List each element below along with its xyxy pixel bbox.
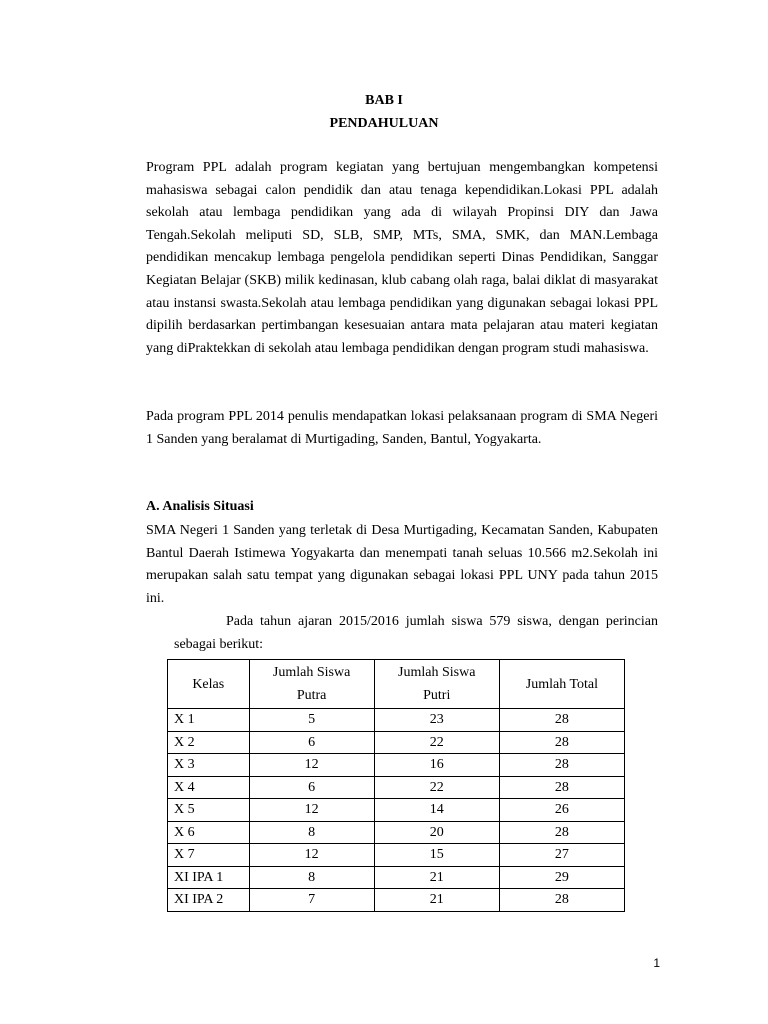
cell-putri: 14 bbox=[374, 799, 499, 822]
cell-kelas: XI IPA 2 bbox=[168, 889, 250, 912]
cell-putra: 12 bbox=[249, 799, 374, 822]
section-paragraph-2: Pada tahun ajaran 2015/2016 jumlah siswa 579 siswa, dengan perincian sebagai berikut: bbox=[174, 614, 658, 652]
section-paragraph-1: SMA Negeri 1 Sanden yang terletak di Desa Murtigading, Kecamatan Sanden, Kabupaten Bantul Daerah Istimewa Yogyakarta dan menempati tanah seluas 10.566 m2.Sekolah ini merupakan salah satu tempat yang digunakan sebagai lokasi PPL UNY pada tahun 2015 ini. bbox=[146, 523, 658, 606]
cell-total: 28 bbox=[499, 776, 624, 799]
cell-putri: 15 bbox=[374, 844, 499, 867]
intro-paragraph-2: Pada program PPL 2014 penulis mendapatkan lokasi pelaksanaan program di SMA Negeri 1 Sanden yang beralamat di Murtigading, Sanden, Bantul, Yogyakarta. bbox=[146, 409, 658, 447]
cell-putra: 6 bbox=[249, 731, 374, 754]
cell-kelas: X 4 bbox=[168, 776, 250, 799]
cell-putri: 23 bbox=[374, 709, 499, 732]
cell-putra: 8 bbox=[249, 821, 374, 844]
table-row bbox=[168, 844, 625, 867]
cell-putri: 21 bbox=[374, 889, 499, 912]
cell-putra: 6 bbox=[249, 776, 374, 799]
chapter-label: BAB I bbox=[365, 93, 403, 108]
table-row bbox=[168, 754, 625, 777]
cell-kelas: X 5 bbox=[168, 799, 250, 822]
cell-kelas: X 3 bbox=[168, 754, 250, 777]
cell-total: 28 bbox=[499, 821, 624, 844]
cell-total: 28 bbox=[499, 754, 624, 777]
header-putri: Jumlah Siswa Putri bbox=[374, 660, 499, 709]
table-row bbox=[168, 889, 625, 912]
cell-putri: 20 bbox=[374, 821, 499, 844]
intro-paragraph-1: Program PPL adalah program kegiatan yang bertujuan mengembangkan kompetensi mahasiswa sebagai calon pendidik dan atau tenaga kependidikan.Lokasi PPL adalah sekolah atau lembaga pendidikan yang ada di wilayah Propinsi DIY dan Jawa Tengah.Sekolah meliputi SD, SLB, SMP, MTs, SMA, SMK, dan MAN.Lembaga pendidikan mencakup lembaga pengelola pendidikan seperti Dinas Pendidikan, Sanggar Kegiatan Belajar (SKB) milik kedinasan, klub cabang olah raga, balai diklat di masyarakat atau instansi swasta.Sekolah atau lembaga pendidikan yang digunakan sebagai lokasi PPL dipilih berdasarkan pertimbangan kesesuaian antara mata pelajaran atau materi kegiatan yang diPraktekkan di sekolah atau lembaga pendidikan dengan program studi mahasiswa. bbox=[146, 160, 658, 356]
cell-putra: 12 bbox=[249, 844, 374, 867]
header-putra: Jumlah Siswa Putra bbox=[249, 660, 374, 709]
section-heading: A. Analisis Situasi bbox=[146, 499, 254, 514]
cell-kelas: X 6 bbox=[168, 821, 250, 844]
header-kelas: Kelas bbox=[168, 660, 250, 709]
table-row bbox=[168, 866, 625, 889]
cell-total: 27 bbox=[499, 844, 624, 867]
table-row bbox=[168, 776, 625, 799]
cell-kelas: X 7 bbox=[168, 844, 250, 867]
cell-putra: 7 bbox=[249, 889, 374, 912]
table-header-row bbox=[168, 660, 625, 709]
cell-total: 26 bbox=[499, 799, 624, 822]
chapter-title: PENDAHULUAN bbox=[329, 116, 439, 131]
table-row bbox=[168, 709, 625, 732]
cell-kelas: X 1 bbox=[168, 709, 250, 732]
cell-total: 28 bbox=[499, 731, 624, 754]
cell-putri: 22 bbox=[374, 731, 499, 754]
cell-putri: 16 bbox=[374, 754, 499, 777]
table-row bbox=[168, 731, 625, 754]
header-total: Jumlah Total bbox=[499, 660, 624, 709]
cell-kelas: X 2 bbox=[168, 731, 250, 754]
table-row bbox=[168, 821, 625, 844]
cell-kelas: XI IPA 1 bbox=[168, 866, 250, 889]
cell-total: 28 bbox=[499, 709, 624, 732]
table-row bbox=[168, 799, 625, 822]
cell-total: 29 bbox=[499, 866, 624, 889]
cell-putri: 21 bbox=[374, 866, 499, 889]
cell-putra: 8 bbox=[249, 866, 374, 889]
page-number: 1 bbox=[653, 956, 660, 970]
cell-putri: 22 bbox=[374, 776, 499, 799]
cell-putra: 12 bbox=[249, 754, 374, 777]
student-count-table bbox=[167, 659, 625, 912]
cell-total: 28 bbox=[499, 889, 624, 912]
cell-putra: 5 bbox=[249, 709, 374, 732]
